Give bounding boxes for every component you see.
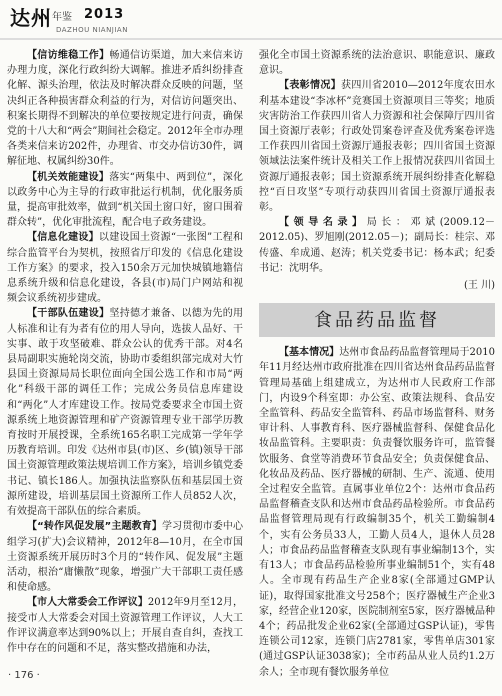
section-heading xyxy=(259,303,495,337)
yearbook-title: 达州 xyxy=(10,6,52,30)
yearbook-year: 2013 xyxy=(84,7,125,22)
paragraph: 【机关效能建设】落实“两集中、两到位”，深化以政务中心为主导的行政审批运行机制，优化服务质量，提高审批效率，做到“机关国土窗口好，窗口围着群众转”，优化审批流程，配合电子政务建设。 xyxy=(7,171,243,229)
paragraph: 【市人大常委会工作评议】2012年9月至12月，接受市人大常委会对国土资源管理工作评议，人大工作评议满意率达到90%以上；开展自查自纠，查找工作中存在的问题和不足，落实整改措施和办法， xyxy=(7,597,243,654)
page-header xyxy=(0,0,502,40)
paragraph: 【信访维稳工作】畅通信访渠道，加大来信来访办理力度，深化行政纠纷大调解。推进矛盾纠纷排查化解、源头治理，依法及时解决群众反映的问题，坚决纠正各种损害群众利益的行为，对信访问题突出、积案长期得不到解决的单位要按规定进行问责，确保党的十八大和“两会”期间社会稳定。2012年全市办理各类来信来访202件，办理省、市交办信访30件，调解征地、权属纠纷30件。 xyxy=(7,50,244,168)
left-column xyxy=(7,48,243,656)
page-number: · 176 · xyxy=(8,670,40,681)
header-rule xyxy=(0,38,502,40)
paragraph: 【信息化建设】以建设国土资源“一张图”工程和综合监管平台为契机，按照省厅印发的《信息化建设工作方案》的要求，投入150余万元加快城镇地籍信息系统升级和信息化建设，各县(市)局门户网站和视频会议系统初步建成。 xyxy=(7,232,243,305)
paragraph: 【表彰情况】获四川省2010—2012年度农田水利基本建设“李冰杯”竞赛国土资源项目三等奖；地质灾害防治工作获四川省人力资源和社会保障厅四川省国土资源厅表彰；行政处罚案卷评查及优秀案卷评选工作获四川省国土资源厅通报表彰；四川省国土资源领域法法案件统计及相关工作上报情况获四川省国土资源厅通报表彰；国土资源系统开展纠纷排查化解稳控“百日攻坚”专项行动获四川省国土资源厅通报表彰。 xyxy=(259,80,496,214)
paragraph: 强化全市国土资源系统的法治意识、职能意识、廉政意识。 xyxy=(259,50,495,77)
paragraph: 【“转作风促发展”主题教育】学习贯彻市委中心组学习(扩大)会议精神，2012年8—10月，在全市国土资源系统开展历时3个月的“转作风、促发展”主题活动，根治“庸懒散”现象，增强广大干部职工责任感和使命感。 xyxy=(7,521,243,594)
author-signature: (王 川) xyxy=(464,280,495,292)
paragraph: 【领导名录】局长：邓斌(2009.12－2012.05)、罗旭刚(2012.05－)；副局长：桂宗、邓传盛、牟成通、赵涛；机关党委书记：杨本武；纪委书记：沈明华。 xyxy=(259,217,496,274)
paragraph: 【干部队伍建设】坚持德才兼备、以德为先的用人标准和让有为者有位的用人导向，选拔人品好、干实事、敢于攻坚破难、群众公认的优秀干部。对4名县局副职实施轮岗交流，协助市委组织部完成对大竹县国土资源局局长职位面向全国公选工作和市局“两化”科级干部的调任工作；完成公务员信息库建设和“两化”人才库建设工作。按局党委要求全市国土资源系统上地资源管理和矿产资源管理专业干部学历教育按时开展授课，全系统165名职工完成第一学年学历教育培训。印发《达州市县(市)区、乡(镇)领导干部国土资源管理政策法规培训工作方案》，培训乡镇党委书记、镇长186人。加强执法监察队伍和基层国土资源所建设，培训基层国土资源所工作人员852人次，有效提高干部队伍的综合素质。 xyxy=(7,308,244,518)
section-title: 食品药品监督 xyxy=(314,309,440,331)
paragraph: 【基本情况】达州市食品药品监督管理局于2010年11月经达州市政府批准在四川省达州食品药品监督管理局基础上组建成立，为达州市人民政府工作部门，内设9个科室即：办公室、政策法规科、食品安全监管科、药品安全监管科、药品市场监督科、财务审计科、人事教育科、医疗器械监督科、保健食品化妆品监管科。主要职责：负责餐饮服务许可，监管餐饮服务、食堂等消费环节食品安全；负责保健食品、化妆品及药品、医疗器械的研制、生产、流通、使用全过程安全监管。直属事业单位2个：达州市食品药品监督稽查支队和达州市食品药品检验所。市食品药品监督管理局现有行政编制35个，机关工勤编制4个，实有公务员33人，工勤人员4人，退休人员28人；市食品药品监督稽查支队现有事业编制13个，实有13人；市食品药品检验所事业编制51个，实有48人。全市现有药品生产企业8家(全部通过GMP认证)，取得国家批准文号258个；医疗器械生产企业3家，经营企业120家，医院制剂室5家，医疗器械品种4个；药品批发企业62家(全部通过GSP认证)，零售连锁公司12家，连锁门店2781家，零售单店301家(通过GSP认证3038家)；全市药品从业人员约1.2万余人；全市现有餐饮服务单位 xyxy=(259,347,496,678)
right-column xyxy=(259,48,495,680)
yearbook-english: DAZHOU NIANJIAN xyxy=(56,26,128,34)
yearbook-subtitle: 年鉴 xyxy=(52,12,72,23)
